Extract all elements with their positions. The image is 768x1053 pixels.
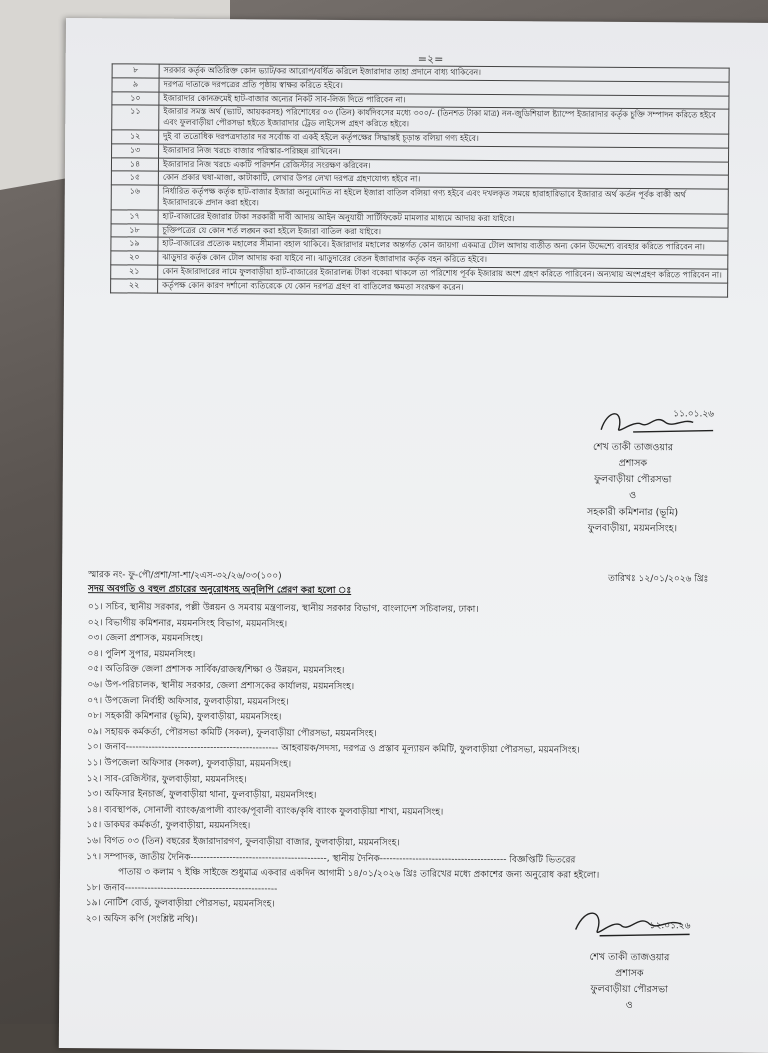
recipient-item: ০৭। উপজেলা নির্বাহী অফিসার, ফুলবাড়ীয়া, ময়মনসিংহ। <box>87 695 289 708</box>
term-text: দুই বা ততোধিক দরপত্রদাতার দর সর্বোচ্চ বা একই হইলে কর্তৃপক্ষের সিদ্ধান্তই চূড়ান্ত বলিয়া গণ্য হইবে। <box>159 130 729 148</box>
recipient-item: ১২। সাব-রেজিস্টার, ফুলবাড়ীয়া, ময়মনসিংহ। <box>86 773 247 785</box>
term-number: ১৮ <box>111 223 158 237</box>
signature-handwritten-date-bottom: ১২.০১.২৬ <box>649 921 691 932</box>
term-text: হাট-বাজারের ইজারার টাকা সরকারী দাবী আদায় আইন অনুযায়ী সার্টিফিকেট মামলার মাধ্যমে আদায় করা যাইবে। <box>158 210 728 228</box>
term-text: কোন ইজারাদারের নামে ফুলবাড়ীয়া হাট-বাজারের ইজারালব্ধ টাকা বকেয়া থাকলে তা পরিশোধ পূর্বক ইজারায় অংশ গ্রহণ করিতে পারিবেন। অন্যথায় অংশগ্রহণ করিতে পারিবেন না। <box>158 265 728 283</box>
term-text: নির্ধারিত কর্তৃপক্ষ কর্তৃক হাট-বাজার ইজারা অনুমোদিত না হইলে ইজারা বাতিল বলিয়া গণ্য হইবে এবং দখলকৃত সময়ে হারাহারিভাবে ইজারার অর্থ কর্তন পূর্বক বাকী অর্থ ইজারাদারকে প্রদান করা হইবে। <box>158 185 728 214</box>
recipient-item: ১৮। জনাব----------------------------------------------- <box>85 882 278 895</box>
term-text: ইজারাদার কোনক্রমেই হাট-বাজার অন্যের নিকট সাব-লিজ দিতে পারিবেন না। <box>159 92 729 110</box>
term-number: ২০ <box>111 251 158 265</box>
signatory-office-bottom: ফুলবাড়ীয়া পৌরসভা <box>590 983 668 996</box>
term-number: ১৬ <box>111 185 158 210</box>
recipient-item: ১৯। নোটিশ বোর্ড, ফুলবাড়ীয়া পৌরসভা, ময়মনসিংহ। <box>85 898 275 910</box>
term-number: ২২ <box>111 279 158 293</box>
signatory-designation: প্রশাসক <box>618 458 648 470</box>
recipient-item: ০৮। সহকারী কমিশনার (ভূমি), ফুলবাড়ীয়া, ময়মনসিংহ। <box>87 711 282 723</box>
signatory-designation-bottom: প্রশাসক <box>615 967 644 980</box>
memo-date: তারিখঃ ১২/০১/২০২৬ খ্রিঃ <box>608 573 709 585</box>
recipient-item: ০২। বিভাগীয় কমিশনার, ময়মনসিংহ বিভাগ, ময়মনসিংহ। <box>87 617 288 630</box>
signatory-place: ফুলবাড়ীয়া, ময়মনসিংহ। <box>587 522 678 534</box>
term-number: ১০ <box>112 91 159 105</box>
recipient-item: ০১। সচিব, স্থানীয় সরকার, পল্লী উন্নয়ন ও সমবায় মন্ত্রণালয়, স্থানীয় সরকার বিভাগ, বাংলাদেশ সচিবালয়, ঢাকা। <box>87 602 479 615</box>
signatory-conjunction-bottom: ও <box>625 1000 633 1012</box>
term-number: ১৩ <box>112 144 159 158</box>
term-number: ১১ <box>112 105 159 130</box>
recipient-item: ০৩। জেলা প্রশাসক, ময়মনসিংহ। <box>87 633 203 645</box>
recipient-item: ০৫। অতিরিক্ত জেলা প্রশাসক সার্বিক/রাজস্ব/শিক্ষা ও উন্নয়ন, ময়মনসিংহ। <box>87 664 345 677</box>
recipient-item: ১৬। বিগত ০৩ (তিন) বছরের ইজারাদারগণ, ফুলবাড়ীয়া বাজার, ফুলবাড়ীয়া, ময়মনসিংহ। <box>86 836 400 849</box>
recipient-item: ১৩। অফিসার ইনচার্জ, ফুলবাড়ীয়া থানা, ফুলবাড়ীয়া, ময়মনসিংহ। <box>86 789 317 801</box>
page-number: =২= <box>417 52 444 66</box>
term-text: সরকার কর্তৃক অতিরিক্ত কোন ভ্যাট/কর আরোপ/বর্ধিত করিলে ইজারাদার তাহা প্রদানে বাধ্য থাকিবেন। <box>159 64 729 82</box>
term-number: ৮ <box>112 64 159 78</box>
recipient-item: ১৭। সম্পাদক, জাতীয় দৈনিক------------------------------------------, স্থানীয় দৈনিক--------------------------------------- বিজ্ঞপ্তিটি ভিতরের <box>86 851 576 866</box>
document-page <box>59 18 768 1053</box>
term-text: ইজারাদার নিজ খরচে একটি পরিদর্শন রেজিস্টার সংরক্ষণ করিবেন। <box>158 158 728 176</box>
term-number: ১৯ <box>111 237 158 251</box>
term-text: ইজারাদার নিজ খরচে বাজার পরিস্কার-পরিচ্ছন্ন রাখিবেন। <box>159 144 729 162</box>
recipient-item: পাতায় ৩ কলাম ৭ ইঞ্চি সাইজে শুধুমাত্র একবার একদিন আগামী ১৪/০১/২০২৬ খ্রিঃ তারিখের মধ্যে প্রকাশের জন্য অনুরোধ করা হইলো। <box>118 867 600 881</box>
term-number: ৯ <box>112 78 159 92</box>
term-text: হাট-বাজারের প্রত্যেক মহালের সীমানা বহাল থাকিবে। ইজারাদার মহালের অন্তর্গত কোন জায়গা একমাত্র টোল আদায় ব্যতীত অন্য কোন উদ্দেশ্যে ব্যবহার করিতে পারিবেন না। <box>158 238 728 256</box>
signatory-office: ফুলবাড়ীয়া পৌরসভা <box>594 473 672 486</box>
signatory-name: শেখ তাকী তাজওয়ার <box>592 441 674 454</box>
recipient-list <box>86 600 728 932</box>
memo-intro: সদয় অবগতি ও বহুল প্রচারের অনুরোধসহ অনুলিপি প্রেরণ করা হলো ঃ <box>87 584 352 597</box>
signatory-name-bottom: শেখ তাকী তাজওয়ার <box>589 951 670 964</box>
signature-block-bottom <box>529 949 729 1015</box>
term-number: ২১ <box>111 265 158 279</box>
memo-section <box>85 567 728 925</box>
terms-table <box>110 63 730 297</box>
recipient-item: ১৫। ডাকঘর কর্মকর্তা, ফুলবাড়ীয়া, ময়মনসিংহ। <box>86 820 251 832</box>
signature-block-top <box>532 439 733 537</box>
memo-reference: স্মারক নং- ফু-পৌ/প্রশা/সা-শা/২এস-৩২/২৬/০৩(১০০) <box>88 570 282 582</box>
term-number: ১৪ <box>111 157 158 171</box>
term-number: ১২ <box>112 130 159 144</box>
recipient-item: ১০। জনাব----------------------------------------------- আহবায়ক/সদস্য, দরপত্র ও প্রস্তাব মূল্যায়ন কমিটি, ফুলবাড়ীয়া পৌরসভা, ময়মনসিংহ। <box>86 742 580 756</box>
term-number: ১৭ <box>111 210 158 224</box>
term-text: ঝাড়ুদার কর্তৃক কোন টোল আদায় করা যাইবে না। ঝাড়ুদারের বেতন ইজারাদার কর্তৃক বহন করিতে হইবে। <box>158 251 728 269</box>
term-text: কর্তৃপক্ষ কোন কারণ দর্শানো ব্যতিরেকে যে কোন দরপত্র গ্রহণ বা বাতিলের ক্ষমতা সংরক্ষণ করেন। <box>158 279 728 297</box>
signatory-conjunction: ও <box>629 490 637 502</box>
term-row <box>111 279 728 297</box>
term-text: ইজারার সমস্ত অর্থ (ভ্যাট, আয়করসহ) পরিশোধের ০৩ (তিন) কার্যদিবসের মধ্যে ৩০০/- (তিনশত টাকা মাত্র) নন-জুডিশিয়াল ষ্ট্যাম্পে ইজারাদার কর্তৃক চুক্তি সম্পাদন করিতে হইবে এবং ফুলবাড়ীয়া পৌরসভা হইতে ইজারাদার ট্রেড লাইসেন্স গ্রহণ করিতে হইবে। <box>159 106 729 135</box>
recipient-item: ০৯। সহায়ক কর্মকর্তা, পৌরসভা কমিটি (সকল), ফুলবাড়ীয়া পৌরসভা, ময়মনসিংহ। <box>86 726 377 739</box>
signature-handwritten-date: ১১.০১.২৬ <box>673 409 715 420</box>
term-text: দরপত্র দাতাকে দরপত্রের প্রতি পৃষ্ঠায় স্বাক্ষর করিতে হইবে। <box>159 78 729 96</box>
recipient-item: ০৪। পুলিশ সুপার, ময়মনসিংহ। <box>87 648 196 660</box>
recipient-item: ১৪। ব্যবস্থাপক, সোনালী ব্যাংক/রূপালী ব্যাংক/পূবালী ব্যাংক/কৃষি ব্যাংক ফুলবাড়ীয়া শাখা, ময়মনসিংহ। <box>86 804 444 818</box>
term-text: কোন প্রকার ঘষা-মাজা, কাটাকাটি, লেখার উপর লেখা দরপত্র গ্রহণযোগ্য হইবে না। <box>158 172 728 190</box>
term-text: চুক্তিপত্রের যে কোন শর্ত লঙ্ঘন করা হইলে ইজারা বাতিল করা যাইবে। <box>158 224 728 242</box>
recipient-item: ০৬। উপ-পরিচালক, স্থানীয় সরকার, জেলা প্রশাসকের কার্যালয়, ময়মনসিংহ। <box>87 680 355 692</box>
recipient-item: ২০। অফিস কপি (সংশ্লিষ্ট নথি)। <box>85 914 198 925</box>
term-number: ১৫ <box>111 171 158 185</box>
recipient-item: ১১। উপজেলা অফিসার (সকল), ফুলবাড়ীয়া, ময়মনসিংহ। <box>86 758 292 770</box>
signatory-designation-2: সহকারী কমিশনার (ভূমি) <box>586 506 679 518</box>
